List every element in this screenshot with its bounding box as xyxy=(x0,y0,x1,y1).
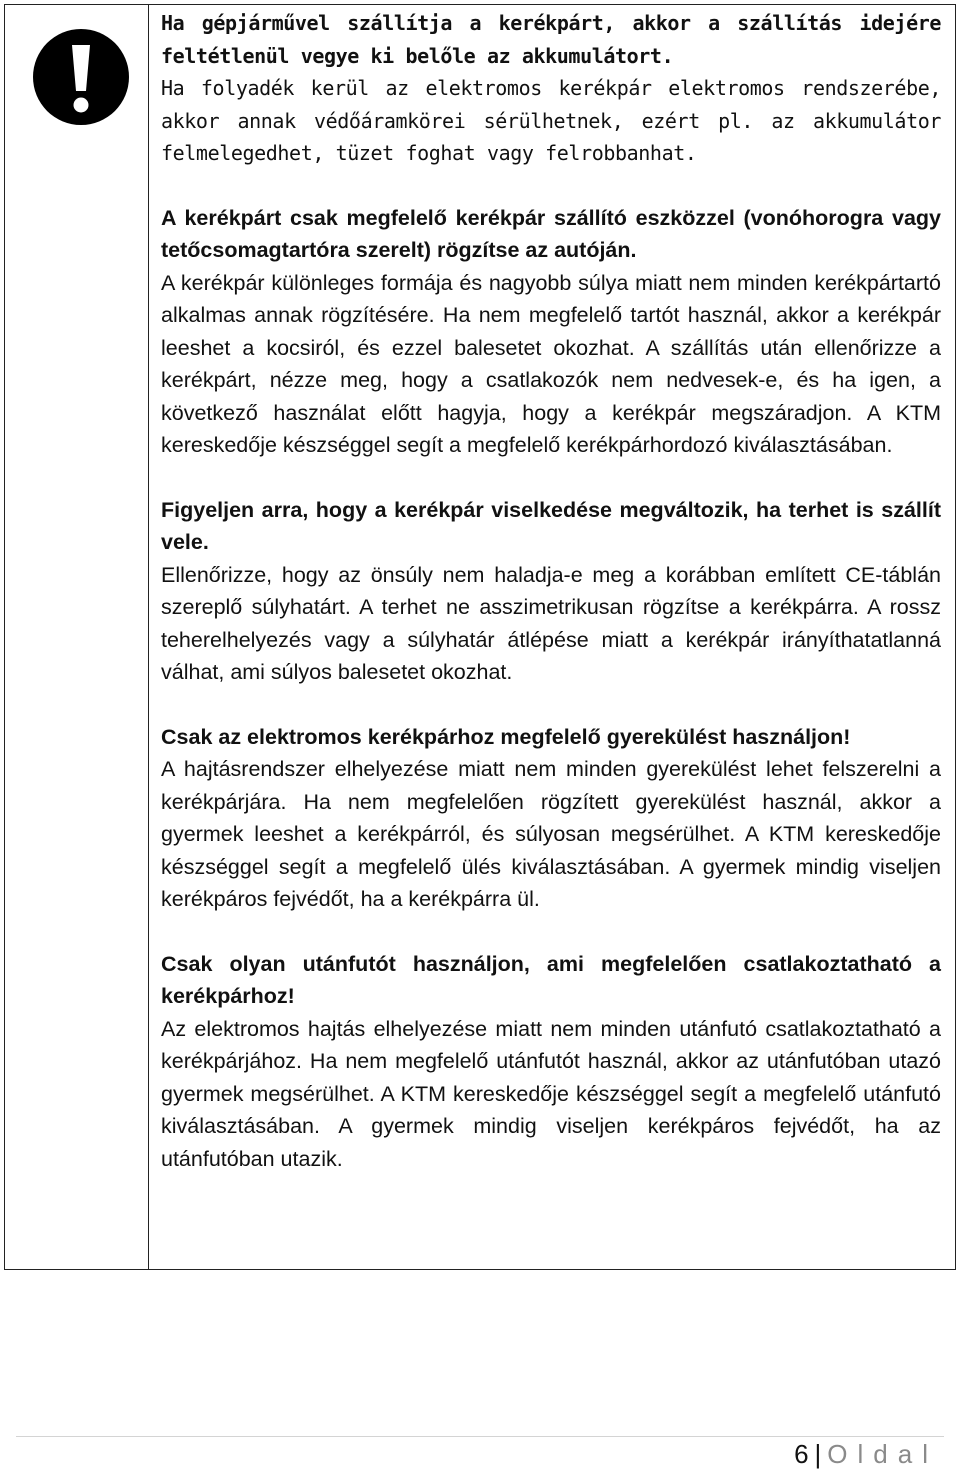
spacer xyxy=(161,916,941,948)
page-separator: | xyxy=(814,1439,822,1469)
icon-cell xyxy=(5,5,149,1269)
warning-text-cell xyxy=(149,5,955,1269)
spacer xyxy=(161,170,941,202)
spacer xyxy=(161,689,941,721)
transport-battery-heading: Ha gépjárművel szállítja a kerékpárt, akkor a szállítás idejére feltétlenül vegye ki belőle az akkumulátort. xyxy=(161,11,941,68)
warning-table xyxy=(4,4,956,1270)
trailer-heading: Csak olyan utánfutót használjon, ami megfelelően csatlakoztatható a kerékpárhoz! xyxy=(161,951,941,1008)
load-text: Ellenőrizze, hogy az önsúly nem haladja-e meg a korábban említett CE-táblán szereplő súlyhatárt. A terhet ne asszimetrikusan rögzítse a kerékpárra. A rossz teherelhelyezés vagy a súlyhatár átlépése miatt a kerékpár irányíthatatlanná válhat, ami súlyos balesetet okozhat. xyxy=(161,562,941,684)
page-word: Oldal xyxy=(827,1439,938,1469)
transport-battery-text: Ha folyadék kerül az elektromos kerékpár elektromos rendszerébe, akkor annak védőáramkörei sérülhetnek, ezért pl. az akkumulátor felmelegedhet, tüzet foghat vagy felrobbanhat. xyxy=(161,76,941,165)
child-seat-text: A hajtásrendszer elhelyezése miatt nem minden gyerekülést lehet felszerelni a kerékpárjára. Ha nem megfelelően rögzített gyerekülést használ, akkor a gyermek leeshet a kerékpárról, és súlyosan megsérülhet. A KTM kereskedője készséggel segít a megfelelő ülés kiválasztásában. A gyermek mindig viseljen kerékpáros fejvédőt, ha a kerékpárra ül. xyxy=(161,757,941,911)
page-footer xyxy=(794,1437,938,1471)
child-seat-heading: Csak az elektromos kerékpárhoz megfelelő gyerekülést használjon! xyxy=(161,724,851,749)
spacer xyxy=(161,462,941,494)
trailer-text: Az elektromos hajtás elhelyezése miatt nem minden utánfutó csatlakoztatható a kerékpárjához. Ha nem megfelelő utánfutót használ, akkor az utánfutóban utazó gyermek megsérülhet. A KTM kereskedője készséggel segít a megfelelő utánfutó kiválasztásában. A gyermek mindig viseljen kerékpáros fejvédőt, ha az utánfutóban utazik. xyxy=(161,1016,941,1171)
bike-carrier-text: A kerékpár különleges formája és nagyobb súlya miatt nem minden kerékpártartó alkalmas annak rögzítésére. Ha nem megfelelő tartót használ, akkor a kerékpár leeshet a kocsiról, és ezzel balesetet okozhat. A szállítás után ellenőrizze a kerékpárt, nézze meg, hogy a csatlakozók nem nedvesek-e, és ha igen, a következő használat előtt hagyja, hogy a kerékpár megszáradjon. A KTM kereskedője készséggel segít a megfelelő kerékpárhordozó kiválasztásában. xyxy=(161,270,941,457)
load-heading: Figyeljen arra, hogy a kerékpár viselkedése megváltozik, ha terhet is szállít vele. xyxy=(161,497,941,554)
exclamation-circle-icon xyxy=(31,27,131,127)
bike-carrier-heading: A kerékpárt csak megfelelő kerékpár szállító eszközzel (vonóhorogra vagy tetőcsomagtartóra szerelt) rögzítse az autóján. xyxy=(161,205,941,262)
page-number: 6 xyxy=(794,1439,809,1469)
